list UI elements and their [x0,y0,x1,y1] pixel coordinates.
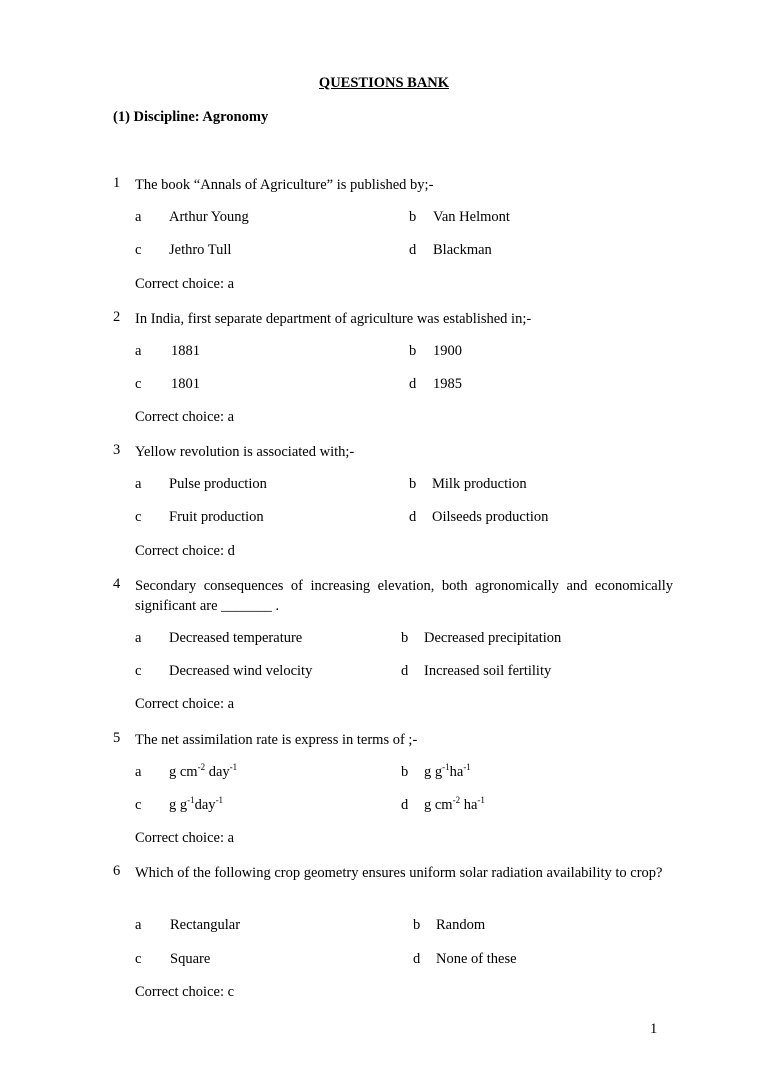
option-text: Decreased precipitation [424,630,562,646]
question-text: Which of the following crop geometry ensures uniform solar radiation availability to crop? [135,865,663,881]
option-text: 1801 [171,376,200,392]
option-letter: d [409,242,417,258]
option-letter: a [135,764,142,780]
option-letter: a [135,209,142,225]
option-letter: b [409,209,417,225]
question-text: Secondary consequences of increasing elevation, both agronomically and economically significant are _______ . [135,578,673,614]
option-letter: c [135,376,142,392]
option-letter: d [401,797,409,813]
option-text: Blackman [433,242,492,258]
question-number: 4 [113,576,121,592]
option-letter: c [135,797,142,813]
correct-choice: Correct choice: a [135,696,235,712]
question-number: 3 [113,442,121,458]
option-letter: a [135,630,142,646]
option-text: Pulse production [169,476,267,492]
page-number: 1 [650,1021,658,1037]
option-text: 1881 [171,343,200,359]
option-letter: d [409,509,417,525]
option-letter: a [135,476,142,492]
page-title: QUESTIONS BANK [318,75,450,91]
option-text: Van Helmont [433,209,510,225]
option-letter: b [413,917,421,933]
option-letter: c [135,951,142,967]
option-text: g $g^{-1}ha^{-1}$ [424,762,471,780]
option-text: 1985 [433,376,462,392]
option-letter: a [135,917,142,933]
question-text: In India, first separate department of agriculture was established in;- [135,311,532,327]
option-text: g $cm^{-2}$ $ha^{-1}$ [424,795,485,813]
option-letter: d [413,951,421,967]
option-text: Oilseeds production [432,509,549,525]
option-text: Decreased wind velocity [169,663,313,679]
option-letter: b [409,476,417,492]
option-letter: b [409,343,417,359]
option-letter: a [135,343,142,359]
option-text: Decreased temperature [169,630,303,646]
option-text: g $cm^{-2}$ day$^{-1}$ [169,762,238,780]
option-text: Fruit production [169,509,264,525]
correct-choice: Correct choice: c [135,984,235,1000]
question-number: 6 [113,863,121,879]
correct-choice: Correct choice: a [135,276,235,292]
option-text: 1900 [433,343,462,359]
question-number: 5 [113,730,121,746]
question-text: The book “Annals of Agriculture” is published by;- [135,177,434,193]
question-text: Yellow revolution is associated with;- [135,444,355,460]
option-text: Random [436,917,486,933]
option-letter: b [401,764,409,780]
option-text: Milk production [432,476,527,492]
option-text: Rectangular [170,917,241,933]
option-text: Increased soil fertility [424,663,552,679]
question-text: The net assimilation rate is express in terms of ;- [135,732,418,748]
option-text: Arthur Young [169,209,249,225]
option-letter: b [401,630,409,646]
option-letter: d [409,376,417,392]
option-letter: c [135,663,142,679]
option-letter: d [401,663,409,679]
option-letter: c [135,509,142,525]
option-letter: c [135,242,142,258]
option-text: Jethro Tull [169,242,232,258]
option-text: g $g^{-1}day^{-1}$ [169,795,224,813]
option-text: None of these [436,951,517,967]
discipline-heading: (1) Discipline: Agronomy [113,109,269,125]
option-text: Square [170,951,211,967]
correct-choice: Correct choice: d [135,543,235,559]
question-number: 2 [113,309,121,325]
correct-choice: Correct choice: a [135,409,235,425]
question-number: 1 [113,175,121,191]
correct-choice: Correct choice: a [135,830,235,846]
